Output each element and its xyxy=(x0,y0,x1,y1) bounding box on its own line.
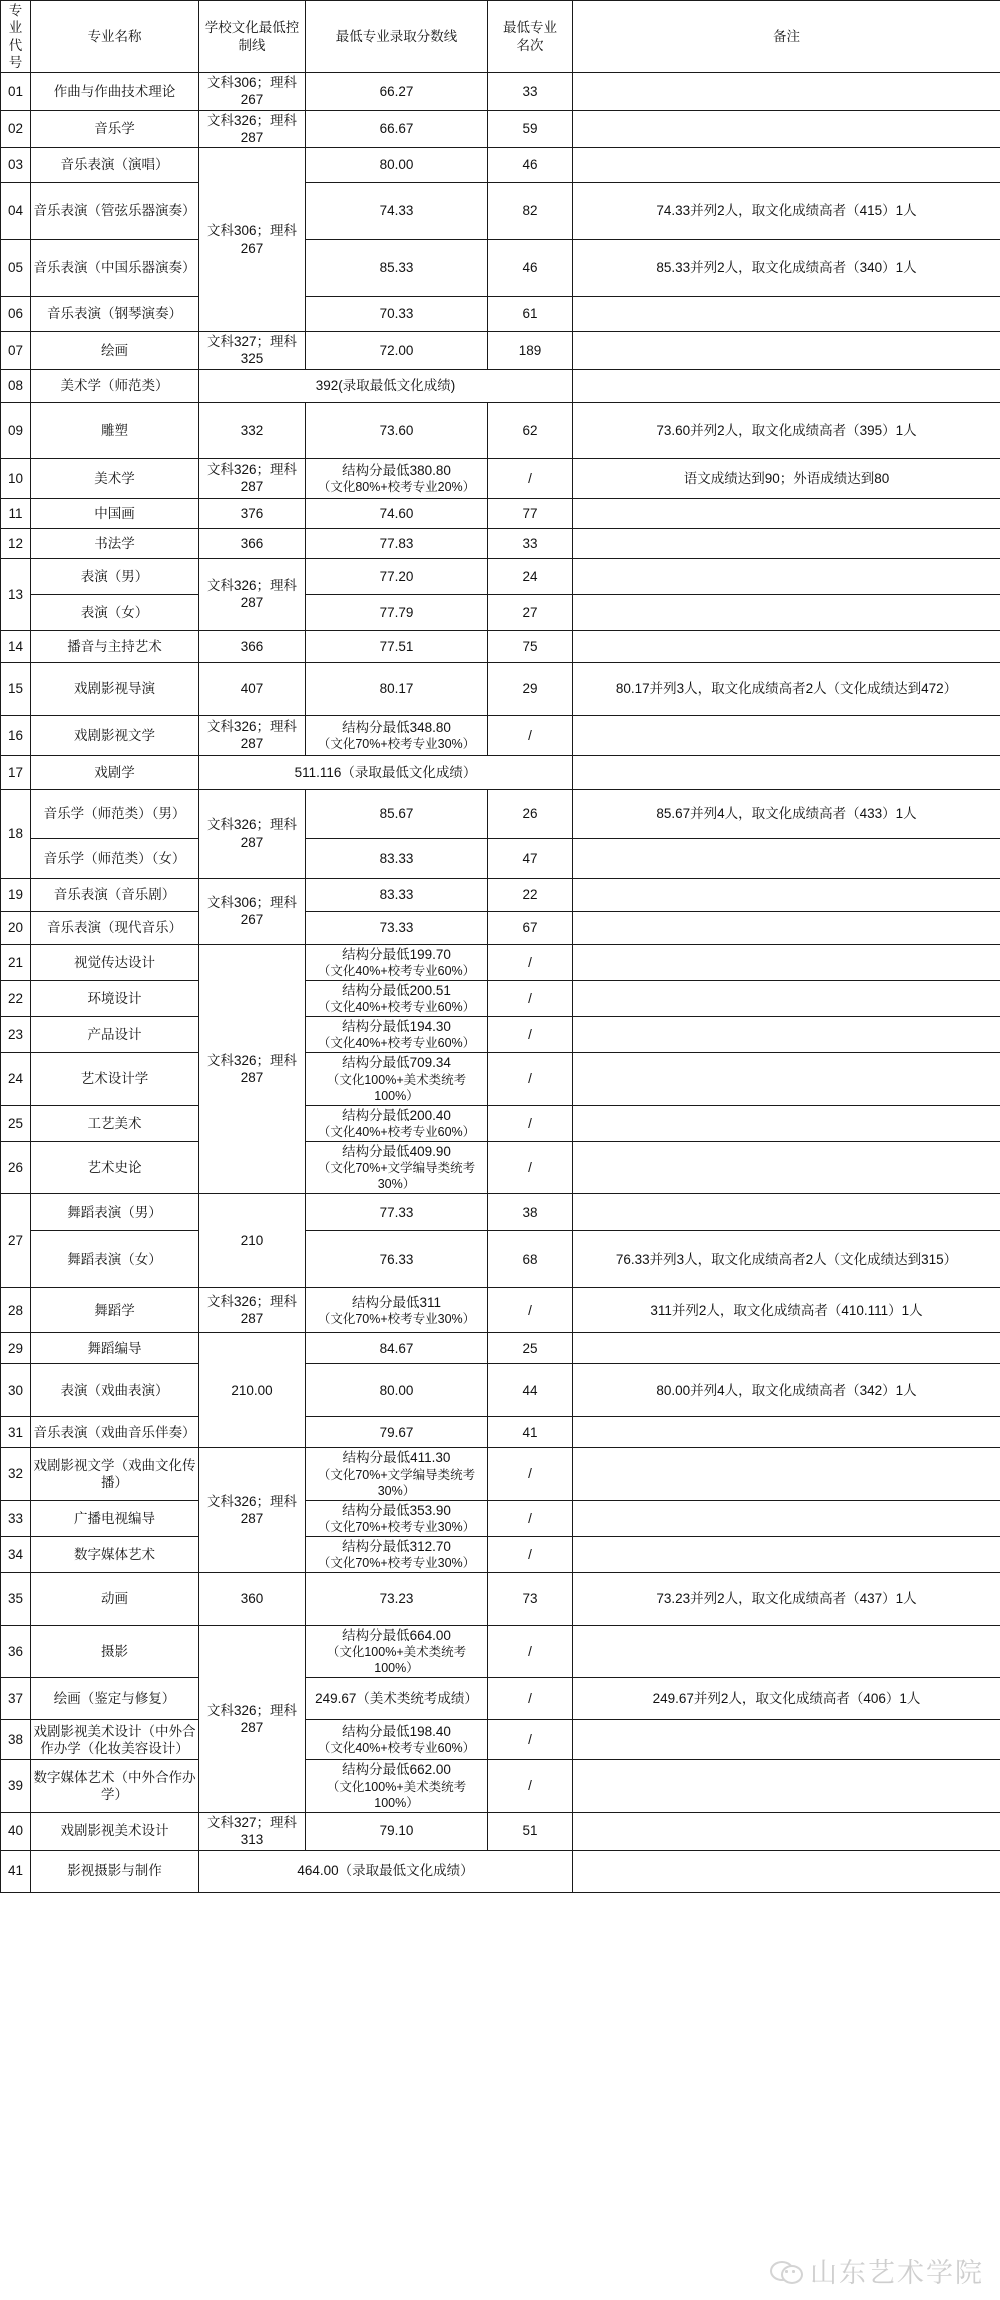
cell-code: 30 xyxy=(1,1364,31,1417)
cell-major-name: 书法学 xyxy=(31,528,199,558)
cell-code: 36 xyxy=(1,1626,31,1678)
table-row xyxy=(1,1333,1000,1364)
cell-code: 03 xyxy=(1,148,31,183)
cell-major-name: 戏剧影视美术设计（中外合作办学（化妆美容设计） xyxy=(31,1720,199,1760)
cell-major-name: 雕塑 xyxy=(31,402,199,458)
table-row xyxy=(1,755,1000,789)
table-row xyxy=(1,183,1000,240)
cell-note xyxy=(573,73,1000,111)
cell-code: 27 xyxy=(1,1194,31,1288)
cell-min-score: 结构分最低199.70 （文化40%+校考专业60%） xyxy=(306,944,488,980)
cell-code: 26 xyxy=(1,1141,31,1193)
cell-rank: / xyxy=(488,1105,573,1141)
cell-code: 23 xyxy=(1,1017,31,1053)
cell-rank: 47 xyxy=(488,838,573,878)
cell-control-line: 210 xyxy=(199,1194,306,1288)
cell-note xyxy=(573,369,1000,402)
table-row xyxy=(1,1448,1000,1500)
cell-note: 85.33并列2人，取文化成绩高者（340）1人 xyxy=(573,240,1000,297)
cell-note xyxy=(573,1053,1000,1105)
cell-rank: 73 xyxy=(488,1573,573,1626)
cell-min-score: 77.79 xyxy=(306,594,488,630)
table-row xyxy=(1,332,1000,370)
cell-code: 38 xyxy=(1,1720,31,1760)
cell-code: 21 xyxy=(1,944,31,980)
cell-control-line: 332 xyxy=(199,402,306,458)
cell-min-score: 结构分最低353.90 （文化70%+校考专业30%） xyxy=(306,1500,488,1536)
cell-major-name: 舞蹈表演（男） xyxy=(31,1194,199,1231)
cell-rank: / xyxy=(488,980,573,1016)
cell-code: 33 xyxy=(1,1500,31,1536)
cell-rank: / xyxy=(488,1500,573,1536)
cell-min-score: 77.51 xyxy=(306,630,488,662)
cell-major-name: 绘画（鉴定与修复） xyxy=(31,1678,199,1720)
cell-code: 22 xyxy=(1,980,31,1016)
cell-major-name: 艺术设计学 xyxy=(31,1053,199,1105)
cell-major-name: 音乐学（师范类）（女） xyxy=(31,838,199,878)
cell-code: 40 xyxy=(1,1812,31,1850)
cell-code: 20 xyxy=(1,911,31,944)
cell-merged-min-culture-score: 464.00（录取最低文化成绩） xyxy=(199,1850,573,1892)
cell-control-line: 376 xyxy=(199,498,306,528)
cell-note: 80.00并列4人，取文化成绩高者（342）1人 xyxy=(573,1364,1000,1417)
cell-min-score: 结构分最低348.80 （文化70%+校考专业30%） xyxy=(306,715,488,755)
cell-note xyxy=(573,630,1000,662)
cell-control-line: 文科326；理科287 xyxy=(199,110,306,148)
cell-merged-min-culture-score: 392(录取最低文化成绩) xyxy=(199,369,573,402)
cell-min-score: 结构分最低664.00 （文化100%+美术类统考100%） xyxy=(306,1626,488,1678)
cell-control-line: 407 xyxy=(199,662,306,715)
cell-note: 73.60并列2人，取文化成绩高者（395）1人 xyxy=(573,402,1000,458)
cell-code: 02 xyxy=(1,110,31,148)
cell-code: 06 xyxy=(1,297,31,332)
cell-min-score: 85.67 xyxy=(306,789,488,838)
cell-note: 73.23并列2人，取文化成绩高者（437）1人 xyxy=(573,1573,1000,1626)
cell-note: 80.17并列3人，取文化成绩高者2人（文化成绩达到472） xyxy=(573,662,1000,715)
table-row xyxy=(1,1364,1000,1417)
cell-code: 39 xyxy=(1,1760,31,1812)
cell-note xyxy=(573,1017,1000,1053)
cell-major-name: 戏剧影视导演 xyxy=(31,662,199,715)
cell-note: 语文成绩达到90；外语成绩达到80 xyxy=(573,458,1000,498)
table-row xyxy=(1,73,1000,111)
cell-code: 32 xyxy=(1,1448,31,1500)
cell-rank: 82 xyxy=(488,183,573,240)
cell-min-score: 结构分最低200.40 （文化40%+校考专业60%） xyxy=(306,1105,488,1141)
cell-min-score: 73.23 xyxy=(306,1573,488,1626)
cell-code: 14 xyxy=(1,630,31,662)
table-row xyxy=(1,1573,1000,1626)
cell-major-name: 舞蹈编导 xyxy=(31,1333,199,1364)
cell-code: 04 xyxy=(1,183,31,240)
cell-rank: / xyxy=(488,1017,573,1053)
cell-major-name: 舞蹈学 xyxy=(31,1288,199,1333)
watermark xyxy=(770,2251,984,2290)
table-row xyxy=(1,715,1000,755)
cell-min-score: 77.83 xyxy=(306,528,488,558)
cell-code: 25 xyxy=(1,1105,31,1141)
cell-note: 85.67并列4人，取文化成绩高者（433）1人 xyxy=(573,789,1000,838)
cell-min-score: 结构分最低380.80 （文化80%+校考专业20%） xyxy=(306,458,488,498)
cell-min-score: 249.67（美术类统考成绩） xyxy=(306,1678,488,1720)
table-row xyxy=(1,1626,1000,1678)
table-row xyxy=(1,662,1000,715)
table-row xyxy=(1,1850,1000,1892)
cell-min-score: 76.33 xyxy=(306,1231,488,1288)
cell-control-line: 文科326；理科287 xyxy=(199,789,306,878)
cell-major-name: 播音与主持艺术 xyxy=(31,630,199,662)
cell-major-name: 音乐学（师范类）（男） xyxy=(31,789,199,838)
cell-major-name: 戏剧影视文学（戏曲文化传播） xyxy=(31,1448,199,1500)
cell-major-name: 摄影 xyxy=(31,1626,199,1678)
cell-min-score: 77.33 xyxy=(306,1194,488,1231)
cell-min-score: 66.27 xyxy=(306,73,488,111)
cell-rank: 61 xyxy=(488,297,573,332)
cell-note xyxy=(573,1448,1000,1500)
cell-control-line: 文科326；理科287 xyxy=(199,458,306,498)
header-row xyxy=(1,1,1000,73)
cell-min-score: 85.33 xyxy=(306,240,488,297)
cell-rank: 41 xyxy=(488,1417,573,1448)
cell-major-name: 数字媒体艺术 xyxy=(31,1536,199,1572)
cell-min-score: 80.00 xyxy=(306,1364,488,1417)
cell-note xyxy=(573,1500,1000,1536)
table-row xyxy=(1,789,1000,838)
table-body xyxy=(1,73,1000,1893)
cell-rank: 51 xyxy=(488,1812,573,1850)
cell-rank: / xyxy=(488,1536,573,1572)
cell-min-score: 70.33 xyxy=(306,297,488,332)
table-row xyxy=(1,1500,1000,1536)
table-row xyxy=(1,1678,1000,1720)
cell-note xyxy=(573,558,1000,594)
cell-note xyxy=(573,715,1000,755)
cell-min-score: 83.33 xyxy=(306,838,488,878)
cell-control-line: 366 xyxy=(199,630,306,662)
cell-rank: / xyxy=(488,458,573,498)
cell-min-score: 80.17 xyxy=(306,662,488,715)
table-row xyxy=(1,458,1000,498)
cell-note xyxy=(573,944,1000,980)
cell-control-line: 文科326；理科287 xyxy=(199,1448,306,1573)
cell-note xyxy=(573,498,1000,528)
cell-code: 41 xyxy=(1,1850,31,1892)
cell-note xyxy=(573,1105,1000,1141)
table-row xyxy=(1,944,1000,980)
cell-control-line: 文科306；理科267 xyxy=(199,148,306,332)
cell-major-name: 美术学（师范类） xyxy=(31,369,199,402)
cell-rank: 24 xyxy=(488,558,573,594)
cell-rank: 38 xyxy=(488,1194,573,1231)
table-row xyxy=(1,1194,1000,1231)
cell-major-name: 视觉传达设计 xyxy=(31,944,199,980)
table-row xyxy=(1,1017,1000,1053)
cell-min-score: 77.20 xyxy=(306,558,488,594)
cell-code: 10 xyxy=(1,458,31,498)
table-row xyxy=(1,1536,1000,1572)
cell-major-name: 影视摄影与制作 xyxy=(31,1850,199,1892)
cell-control-line: 文科326；理科287 xyxy=(199,1288,306,1333)
cell-note xyxy=(573,911,1000,944)
cell-code: 11 xyxy=(1,498,31,528)
cell-code: 28 xyxy=(1,1288,31,1333)
cell-min-score: 79.67 xyxy=(306,1417,488,1448)
cell-min-score: 结构分最低198.40 （文化40%+校考专业60%） xyxy=(306,1720,488,1760)
cell-rank: / xyxy=(488,1053,573,1105)
cell-major-name: 音乐表演（戏曲音乐伴奏） xyxy=(31,1417,199,1448)
cell-note xyxy=(573,755,1000,789)
cell-rank: / xyxy=(488,1678,573,1720)
cell-note xyxy=(573,1760,1000,1812)
cell-rank: 22 xyxy=(488,878,573,911)
cell-rank: 27 xyxy=(488,594,573,630)
table-row xyxy=(1,594,1000,630)
cell-min-score: 结构分最低200.51 （文化40%+校考专业60%） xyxy=(306,980,488,1016)
cell-major-name: 音乐表演（钢琴演奏） xyxy=(31,297,199,332)
cell-major-name: 数字媒体艺术（中外合作办学） xyxy=(31,1760,199,1812)
watermark-label: 山东艺术学院 xyxy=(810,2258,984,2288)
cell-rank: 77 xyxy=(488,498,573,528)
cell-min-score: 结构分最低709.34 （文化100%+美术类统考100%） xyxy=(306,1053,488,1105)
cell-control-line: 文科306；理科267 xyxy=(199,73,306,111)
cell-min-score: 74.60 xyxy=(306,498,488,528)
cell-rank: / xyxy=(488,1760,573,1812)
cell-major-name: 表演（女） xyxy=(31,594,199,630)
table-row xyxy=(1,528,1000,558)
cell-rank: 46 xyxy=(488,240,573,297)
table-row xyxy=(1,148,1000,183)
cell-major-name: 中国画 xyxy=(31,498,199,528)
cell-code: 09 xyxy=(1,402,31,458)
cell-control-line: 210.00 xyxy=(199,1333,306,1448)
table-row xyxy=(1,297,1000,332)
cell-note xyxy=(573,528,1000,558)
table-row xyxy=(1,110,1000,148)
cell-min-score: 73.33 xyxy=(306,911,488,944)
cell-rank: 68 xyxy=(488,1231,573,1288)
cell-rank: 75 xyxy=(488,630,573,662)
table-header xyxy=(1,1,1000,73)
table-row xyxy=(1,1417,1000,1448)
cell-major-name: 戏剧影视美术设计 xyxy=(31,1812,199,1850)
cell-major-name: 动画 xyxy=(31,1573,199,1626)
cell-min-score: 80.00 xyxy=(306,148,488,183)
cell-min-score: 83.33 xyxy=(306,878,488,911)
table-row xyxy=(1,1760,1000,1812)
table-row xyxy=(1,878,1000,911)
column-header-min-score: 最低专业录取分数线 xyxy=(306,1,488,73)
cell-rank: 59 xyxy=(488,110,573,148)
cell-rank: 29 xyxy=(488,662,573,715)
table-row xyxy=(1,630,1000,662)
cell-note xyxy=(573,1194,1000,1231)
cell-rank: 67 xyxy=(488,911,573,944)
cell-code: 35 xyxy=(1,1573,31,1626)
cell-code: 18 xyxy=(1,789,31,878)
cell-min-score: 结构分最低311 （文化70%+校考专业30%） xyxy=(306,1288,488,1333)
column-header-control-line: 学校文化最低控制线 xyxy=(199,1,306,73)
cell-major-name: 音乐表演（音乐剧） xyxy=(31,878,199,911)
cell-major-name: 艺术史论 xyxy=(31,1141,199,1193)
cell-major-name: 音乐表演（演唱） xyxy=(31,148,199,183)
cell-major-name: 戏剧影视文学 xyxy=(31,715,199,755)
cell-note xyxy=(573,297,1000,332)
cell-rank: 33 xyxy=(488,528,573,558)
cell-note xyxy=(573,1333,1000,1364)
cell-rank: 44 xyxy=(488,1364,573,1417)
cell-min-score: 72.00 xyxy=(306,332,488,370)
cell-major-name: 表演（戏曲表演） xyxy=(31,1364,199,1417)
cell-min-score: 79.10 xyxy=(306,1812,488,1850)
cell-code: 05 xyxy=(1,240,31,297)
table-row xyxy=(1,240,1000,297)
cell-code: 01 xyxy=(1,73,31,111)
cell-rank: 25 xyxy=(488,1333,573,1364)
table-row xyxy=(1,1720,1000,1760)
cell-rank: 46 xyxy=(488,148,573,183)
cell-code: 08 xyxy=(1,369,31,402)
table-row xyxy=(1,838,1000,878)
cell-note: 249.67并列2人，取文化成绩高者（406）1人 xyxy=(573,1678,1000,1720)
cell-note: 74.33并列2人，取文化成绩高者（415）1人 xyxy=(573,183,1000,240)
cell-rank: / xyxy=(488,1720,573,1760)
cell-rank: / xyxy=(488,944,573,980)
cell-note xyxy=(573,1850,1000,1892)
cell-note xyxy=(573,594,1000,630)
cell-note: 76.33并列3人，取文化成绩高者2人（文化成绩达到315） xyxy=(573,1231,1000,1288)
cell-note xyxy=(573,332,1000,370)
cell-min-score: 结构分最低312.70 （文化70%+校考专业30%） xyxy=(306,1536,488,1572)
cell-major-name: 音乐表演（中国乐器演奏） xyxy=(31,240,199,297)
cell-min-score: 结构分最低662.00 （文化100%+美术类统考100%） xyxy=(306,1760,488,1812)
table-row xyxy=(1,369,1000,402)
wechat-logo-icon xyxy=(770,2257,804,2284)
cell-major-name: 工艺美术 xyxy=(31,1105,199,1141)
cell-rank: 189 xyxy=(488,332,573,370)
column-header-rank: 最低专业 名次 xyxy=(488,1,573,73)
table-row xyxy=(1,1812,1000,1850)
cell-note xyxy=(573,838,1000,878)
table-row xyxy=(1,1105,1000,1141)
cell-note xyxy=(573,878,1000,911)
table-row xyxy=(1,402,1000,458)
cell-code: 24 xyxy=(1,1053,31,1105)
cell-major-name: 音乐表演（管弦乐器演奏） xyxy=(31,183,199,240)
cell-note xyxy=(573,980,1000,1016)
cell-note xyxy=(573,1626,1000,1678)
cell-note xyxy=(573,1536,1000,1572)
cell-note xyxy=(573,148,1000,183)
cell-min-score: 73.60 xyxy=(306,402,488,458)
cell-code: 17 xyxy=(1,755,31,789)
cell-code: 31 xyxy=(1,1417,31,1448)
table-row xyxy=(1,498,1000,528)
cell-code: 13 xyxy=(1,558,31,630)
cell-min-score: 84.67 xyxy=(306,1333,488,1364)
cell-major-name: 作曲与作曲技术理论 xyxy=(31,73,199,111)
table-row xyxy=(1,1141,1000,1193)
cell-control-line: 文科326；理科287 xyxy=(199,715,306,755)
cell-code: 15 xyxy=(1,662,31,715)
cell-code: 19 xyxy=(1,878,31,911)
cell-major-name: 表演（男） xyxy=(31,558,199,594)
cell-rank: 33 xyxy=(488,73,573,111)
cell-code: 07 xyxy=(1,332,31,370)
column-header-note: 备注 xyxy=(573,1,1000,73)
cell-note xyxy=(573,1417,1000,1448)
table-row xyxy=(1,1231,1000,1288)
cell-min-score: 结构分最低194.30 （文化40%+校考专业60%） xyxy=(306,1017,488,1053)
cell-code: 12 xyxy=(1,528,31,558)
cell-code: 16 xyxy=(1,715,31,755)
cell-rank: / xyxy=(488,715,573,755)
cell-major-name: 音乐表演（现代音乐） xyxy=(31,911,199,944)
cell-rank: / xyxy=(488,1288,573,1333)
cell-control-line: 文科327；理科325 xyxy=(199,332,306,370)
cell-code: 37 xyxy=(1,1678,31,1720)
cell-major-name: 美术学 xyxy=(31,458,199,498)
cell-major-name: 音乐学 xyxy=(31,110,199,148)
cell-major-name: 绘画 xyxy=(31,332,199,370)
cell-control-line: 360 xyxy=(199,1573,306,1626)
cell-rank: / xyxy=(488,1626,573,1678)
cell-rank: / xyxy=(488,1448,573,1500)
table-row xyxy=(1,911,1000,944)
cell-rank: 62 xyxy=(488,402,573,458)
cell-min-score: 结构分最低409.90 （文化70%+文学编导类统考30%） xyxy=(306,1141,488,1193)
cell-major-name: 产品设计 xyxy=(31,1017,199,1053)
cell-major-name: 广播电视编导 xyxy=(31,1500,199,1536)
cell-major-name: 戏剧学 xyxy=(31,755,199,789)
table-row xyxy=(1,1288,1000,1333)
cell-merged-min-culture-score: 511.116（录取最低文化成绩） xyxy=(199,755,573,789)
cell-rank: / xyxy=(488,1141,573,1193)
table-row xyxy=(1,980,1000,1016)
cell-min-score: 74.33 xyxy=(306,183,488,240)
cell-code: 34 xyxy=(1,1536,31,1572)
cell-control-line: 文科326；理科287 xyxy=(199,558,306,630)
cell-major-name: 舞蹈表演（女） xyxy=(31,1231,199,1288)
cell-note: 311并列2人，取文化成绩高者（410.111）1人 xyxy=(573,1288,1000,1333)
cell-major-name: 环境设计 xyxy=(31,980,199,1016)
column-header-code: 专业 代号 xyxy=(1,1,31,73)
cell-rank: 26 xyxy=(488,789,573,838)
cell-note xyxy=(573,1720,1000,1760)
cell-control-line: 文科326；理科287 xyxy=(199,944,306,1194)
cell-control-line: 文科326；理科287 xyxy=(199,1626,306,1813)
cell-min-score: 66.67 xyxy=(306,110,488,148)
cell-note xyxy=(573,1812,1000,1850)
cell-control-line: 文科306；理科267 xyxy=(199,878,306,944)
cell-control-line: 366 xyxy=(199,528,306,558)
cell-min-score: 结构分最低411.30 （文化70%+文学编导类统考30%） xyxy=(306,1448,488,1500)
table-row xyxy=(1,1053,1000,1105)
table-row xyxy=(1,558,1000,594)
cell-note xyxy=(573,110,1000,148)
cell-control-line: 文科327；理科313 xyxy=(199,1812,306,1850)
cell-note xyxy=(573,1141,1000,1193)
cell-code: 29 xyxy=(1,1333,31,1364)
column-header-major-name: 专业名称 xyxy=(31,1,199,73)
